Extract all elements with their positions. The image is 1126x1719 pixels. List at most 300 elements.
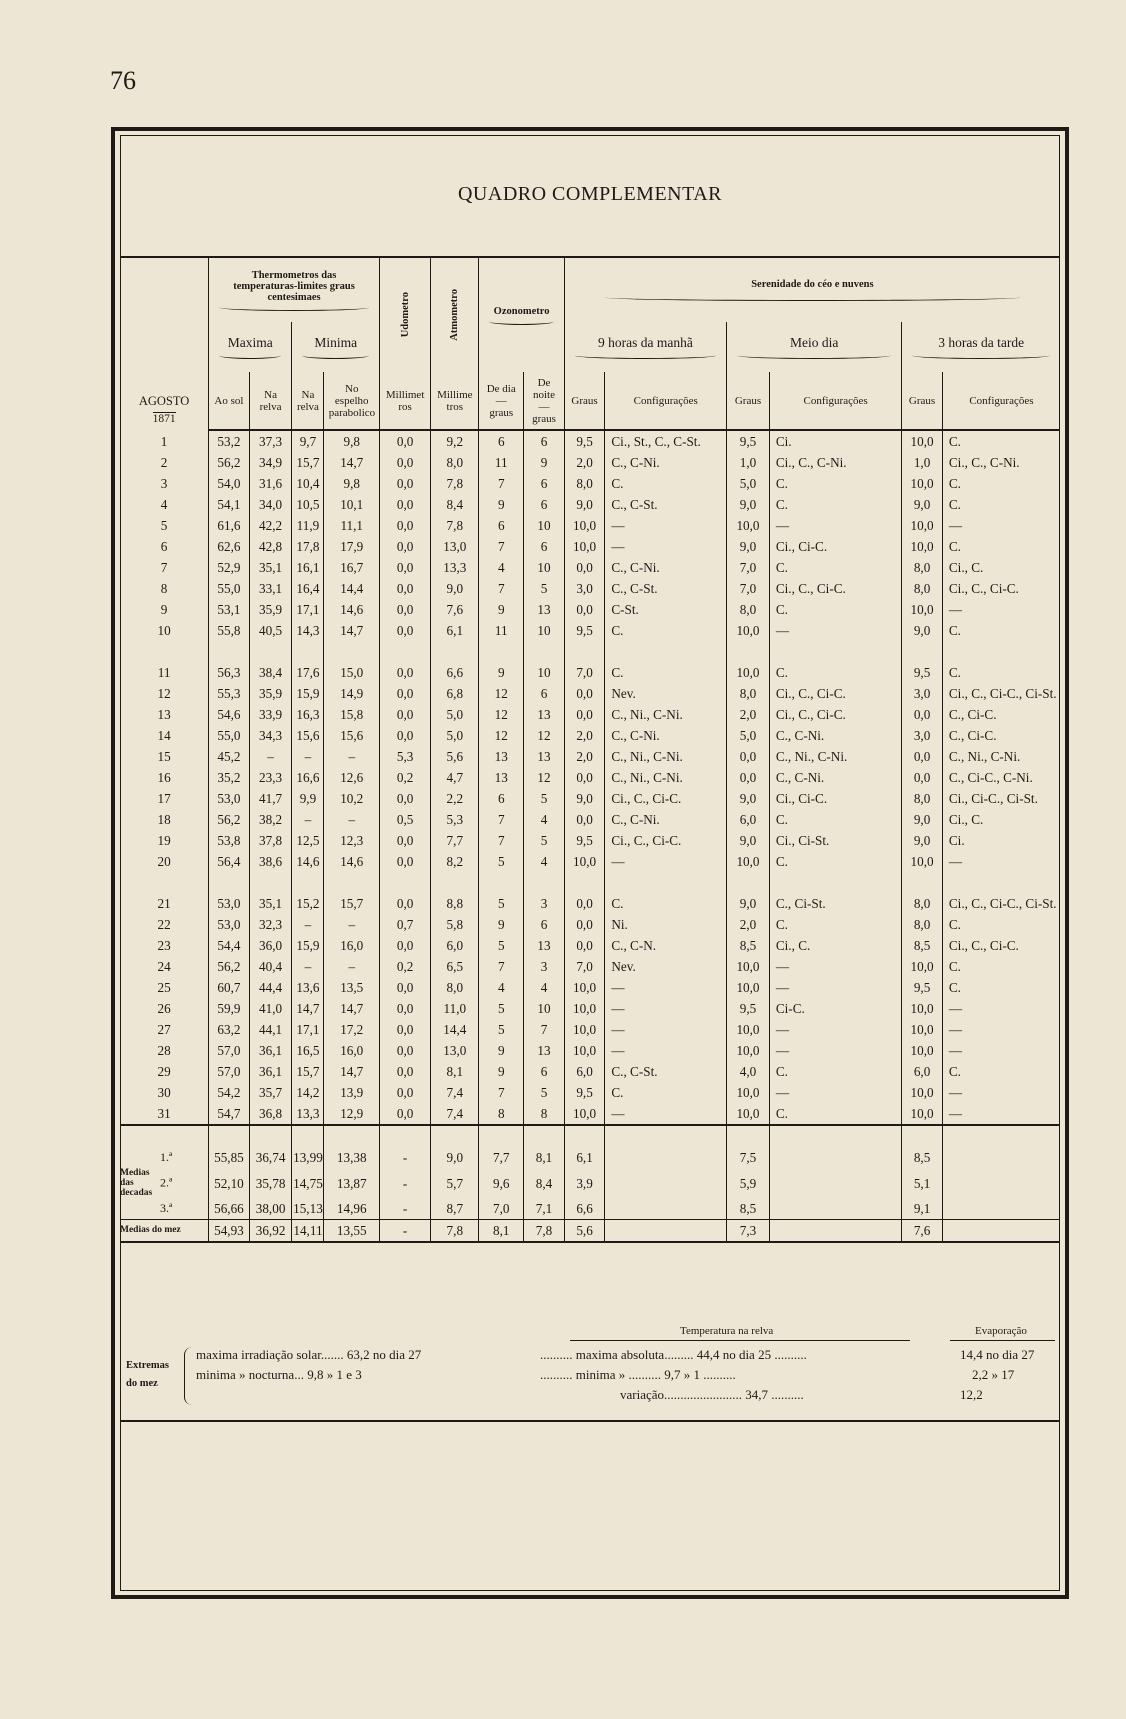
gap-cell <box>249 641 292 662</box>
data-cell: 8,0 <box>902 578 943 599</box>
data-cell: 5 <box>479 935 524 956</box>
data-cell: 9,0 <box>564 788 605 809</box>
data-cell: 12 <box>524 725 565 746</box>
data-cell: 59,9 <box>209 998 250 1019</box>
day-cell: 20 <box>157 854 171 869</box>
data-cell: 9,5 <box>564 1082 605 1103</box>
data-cell: 4 <box>524 977 565 998</box>
table-row <box>120 830 1060 851</box>
atmometro-unit: Millimetros <box>431 372 479 430</box>
data-cell: 12,9 <box>324 1103 380 1125</box>
data-cell: 7 <box>479 536 524 557</box>
day-cell: 7 <box>160 560 168 575</box>
day-cell: 24 <box>157 959 171 974</box>
data-cell: 0,0 <box>380 704 431 725</box>
data-cell: C. <box>605 620 727 641</box>
data-cell: C. <box>942 430 1060 452</box>
decada-label <box>120 1147 209 1168</box>
separator-cell <box>564 1125 605 1147</box>
data-cell: 55,0 <box>209 578 250 599</box>
data-cell: 35,1 <box>249 557 292 578</box>
data-cell: 40,4 <box>249 956 292 977</box>
data-cell: C. <box>605 893 727 914</box>
meio-dia-brace <box>737 352 891 359</box>
graus-manha-header: Graus <box>564 372 605 430</box>
day-cell: 1 <box>160 433 168 449</box>
day-cell: 21 <box>157 896 171 911</box>
data-cell: — <box>942 1019 1060 1040</box>
separator-cell <box>324 1125 380 1147</box>
media-cell: - <box>380 1147 431 1168</box>
data-cell: 6 <box>479 515 524 536</box>
data-cell: C., C-Ni. <box>769 725 901 746</box>
table-row <box>120 746 1060 767</box>
data-cell: 0,2 <box>380 767 431 788</box>
observations-body <box>120 430 1060 1242</box>
media-cell: 35,78 <box>249 1168 292 1198</box>
medias-decada-row <box>120 1168 1060 1198</box>
data-cell: 0,0 <box>564 704 605 725</box>
data-cell: 35,1 <box>249 893 292 914</box>
data-cell: C., Ci-C., C-Ni. <box>942 767 1060 788</box>
data-cell: 0,0 <box>380 830 431 851</box>
data-cell: Ci. <box>769 430 901 452</box>
media-mez-cell: 7,3 <box>727 1220 770 1243</box>
data-cell: 55,0 <box>209 725 250 746</box>
ozonometro-brace <box>489 318 553 325</box>
table-row <box>120 452 1060 473</box>
media-cell: 9,6 <box>479 1168 524 1198</box>
media-cell: 7,5 <box>727 1147 770 1168</box>
data-cell: 10,0 <box>564 536 605 557</box>
gap-cell <box>769 872 901 893</box>
day-cell: 13 <box>157 707 171 722</box>
data-cell: C. <box>942 977 1060 998</box>
data-cell: 4 <box>524 851 565 872</box>
bottom-rule <box>120 1420 1060 1422</box>
data-cell: 9 <box>524 452 565 473</box>
data-cell: C. <box>942 494 1060 515</box>
media-cell: 55,85 <box>209 1147 250 1168</box>
data-cell: 57,0 <box>209 1040 250 1061</box>
data-cell: 33,1 <box>249 578 292 599</box>
gap-cell <box>431 872 479 893</box>
gap-cell <box>605 872 727 893</box>
data-cell: 14,7 <box>292 998 324 1019</box>
table-row <box>120 515 1060 536</box>
media-mez-cell <box>605 1220 727 1243</box>
data-cell: 14,6 <box>292 851 324 872</box>
month-label: AGOSTO <box>138 394 190 408</box>
data-cell: C. <box>769 662 901 683</box>
data-cell: — <box>769 1082 901 1103</box>
data-cell: 10,0 <box>727 620 770 641</box>
day-cell: 2 <box>160 455 168 470</box>
data-cell: 8,5 <box>902 935 943 956</box>
data-cell: 23,3 <box>249 767 292 788</box>
data-cell: 14,7 <box>324 452 380 473</box>
data-cell: 9,0 <box>727 893 770 914</box>
data-cell: C. <box>769 494 901 515</box>
data-cell: 38,6 <box>249 851 292 872</box>
de-dia-header: De dia — graus <box>479 372 524 430</box>
data-cell: C., C-Ni. <box>605 452 727 473</box>
data-cell: 14,4 <box>431 1019 479 1040</box>
data-cell: 0,5 <box>380 809 431 830</box>
data-cell: 61,6 <box>209 515 250 536</box>
day-cell: 29 <box>157 1064 171 1079</box>
table-row <box>120 956 1060 977</box>
data-cell: 10,0 <box>902 1019 943 1040</box>
data-cell: 5 <box>479 851 524 872</box>
data-cell: 34,3 <box>249 725 292 746</box>
data-cell: 53,2 <box>209 430 250 452</box>
udometro-header <box>380 257 431 372</box>
data-cell: C. <box>769 1061 901 1082</box>
serenidade-brace <box>605 294 1020 301</box>
table-row <box>120 536 1060 557</box>
data-cell: 5,6 <box>431 746 479 767</box>
data-cell: 13,6 <box>292 977 324 998</box>
data-cell: 10,0 <box>564 851 605 872</box>
data-cell: 8,0 <box>727 683 770 704</box>
data-cell: 0,0 <box>380 1103 431 1125</box>
day-cell: 10 <box>157 623 171 638</box>
data-cell: 6,0 <box>727 809 770 830</box>
data-cell: Ci., C., Ci-C. <box>942 578 1060 599</box>
data-cell: 2,2 <box>431 788 479 809</box>
data-cell: C., C-St. <box>605 578 727 599</box>
data-cell: 53,8 <box>209 830 250 851</box>
extreme-line-2: minima » nocturna... 9,8 » 1 e 3 <box>196 1367 362 1382</box>
data-cell: — <box>942 851 1060 872</box>
data-cell: 12 <box>479 704 524 725</box>
separator-cell <box>249 1125 292 1147</box>
day-cell: 28 <box>157 1043 171 1058</box>
data-cell: 56,4 <box>209 851 250 872</box>
ao-sol-header: Ao sol <box>209 372 250 430</box>
data-cell: 38,2 <box>249 809 292 830</box>
manha-label: 9 horas da manhã <box>598 335 693 350</box>
data-cell: 42,2 <box>249 515 292 536</box>
data-cell: 0,0 <box>727 767 770 788</box>
data-cell: C., C-Ni. <box>605 725 727 746</box>
tarde-label: 3 horas da tarde <box>938 335 1025 350</box>
config-manha-header: Configurações <box>605 372 727 430</box>
data-cell: 13 <box>479 746 524 767</box>
data-cell: 11 <box>479 452 524 473</box>
data-cell: 7,4 <box>431 1103 479 1125</box>
serenidade-label: Serenidade do céo e nuvens <box>751 279 874 290</box>
data-cell: 13,3 <box>431 557 479 578</box>
data-cell: Nev. <box>605 683 727 704</box>
data-cell: 2,0 <box>564 725 605 746</box>
data-cell: 0,0 <box>380 1019 431 1040</box>
decada-label <box>120 1198 209 1220</box>
data-cell: 9,0 <box>727 788 770 809</box>
data-cell: C. <box>605 662 727 683</box>
data-cell: 54,6 <box>209 704 250 725</box>
table-row <box>120 494 1060 515</box>
data-cell: 3 <box>524 956 565 977</box>
data-cell: 8,0 <box>902 557 943 578</box>
data-cell: 10 <box>524 662 565 683</box>
data-cell: 14,7 <box>324 1061 380 1082</box>
data-cell: 10,0 <box>727 977 770 998</box>
media-cell: 15,13 <box>292 1198 324 1220</box>
data-cell: 10,0 <box>902 515 943 536</box>
data-cell: C. <box>769 851 901 872</box>
data-cell: 6,6 <box>431 662 479 683</box>
data-cell: 10,5 <box>292 494 324 515</box>
de-noite-header: De noite — graus <box>524 372 565 430</box>
data-cell: 10,0 <box>564 1019 605 1040</box>
evap-line-2: 2,2 » 17 <box>972 1367 1015 1382</box>
media-cell <box>605 1198 727 1220</box>
data-cell: 44,1 <box>249 1019 292 1040</box>
gap-cell <box>942 872 1060 893</box>
data-cell: 10,0 <box>564 1040 605 1061</box>
manha-brace <box>575 352 716 359</box>
data-cell: Ni. <box>605 914 727 935</box>
data-cell: 9,0 <box>727 536 770 557</box>
media-mez-cell: 36,92 <box>249 1220 292 1243</box>
separator-cell <box>769 1125 901 1147</box>
data-cell: 0,0 <box>380 725 431 746</box>
data-cell: 5 <box>524 578 565 599</box>
data-cell: 15,7 <box>292 452 324 473</box>
data-cell: 6,0 <box>431 935 479 956</box>
graus-meio-dia-header: Graus <box>727 372 770 430</box>
data-cell: 11,9 <box>292 515 324 536</box>
data-cell: — <box>769 956 901 977</box>
thermometers-label: Thermometros das temperaturas-limites graus centesimaes <box>233 269 355 303</box>
data-cell: 10,0 <box>902 536 943 557</box>
data-cell: 3,0 <box>564 578 605 599</box>
data-cell: 4 <box>479 977 524 998</box>
data-cell: 7 <box>479 956 524 977</box>
data-cell: C., C-Ni. <box>769 767 901 788</box>
data-cell: 17,1 <box>292 1019 324 1040</box>
data-cell: 8,0 <box>727 599 770 620</box>
data-cell: 12,6 <box>324 767 380 788</box>
data-cell: 9,5 <box>902 977 943 998</box>
data-cell: 15,6 <box>292 725 324 746</box>
data-cell: 7 <box>479 1082 524 1103</box>
data-cell: 5 <box>479 893 524 914</box>
data-cell: C. <box>942 914 1060 935</box>
data-cell: 17,2 <box>324 1019 380 1040</box>
data-cell: — <box>605 998 727 1019</box>
data-cell: 10,0 <box>727 1103 770 1125</box>
media-cell: 9,1 <box>902 1198 943 1220</box>
data-cell: 0,0 <box>902 746 943 767</box>
data-cell: 52,9 <box>209 557 250 578</box>
gap-cell <box>380 872 431 893</box>
data-cell: 42,8 <box>249 536 292 557</box>
media-mez-cell: - <box>380 1220 431 1243</box>
media-cell: 8,5 <box>727 1198 770 1220</box>
na-relva-min-header: Na relva <box>292 372 324 430</box>
data-cell: 53,1 <box>209 599 250 620</box>
data-cell: 0,0 <box>380 452 431 473</box>
data-cell: 9,5 <box>564 830 605 851</box>
data-cell: — <box>605 851 727 872</box>
media-mez-cell: 7,6 <box>902 1220 943 1243</box>
data-cell: C., Ni., C-Ni. <box>605 767 727 788</box>
data-cell: 17,8 <box>292 536 324 557</box>
data-cell: Ci., C., Ci-C., Ci-St. <box>942 893 1060 914</box>
medias-mez-row <box>120 1220 1060 1243</box>
data-cell: — <box>942 599 1060 620</box>
data-cell: 6,0 <box>902 1061 943 1082</box>
data-cell: 9 <box>479 914 524 935</box>
data-cell: 33,9 <box>249 704 292 725</box>
data-cell: 8,0 <box>431 452 479 473</box>
data-cell: 14,7 <box>324 620 380 641</box>
data-cell: C. <box>942 662 1060 683</box>
data-cell: Ci., Ci-C. <box>769 536 901 557</box>
media-mez-cell: 8,1 <box>479 1220 524 1243</box>
data-cell: 0,0 <box>564 809 605 830</box>
table-row <box>120 557 1060 578</box>
day-cell: 15 <box>157 749 171 764</box>
data-cell: C., C-St. <box>605 1061 727 1082</box>
data-cell: 0,0 <box>564 935 605 956</box>
day-cell: 17 <box>157 791 171 806</box>
data-cell: 31,6 <box>249 473 292 494</box>
data-cell: C., C-N. <box>605 935 727 956</box>
data-cell: 12 <box>479 683 524 704</box>
data-cell: 11,0 <box>431 998 479 1019</box>
media-cell: 7,1 <box>524 1198 565 1220</box>
tarde-header <box>902 322 1060 372</box>
gap-cell <box>902 641 943 662</box>
data-cell: 0,0 <box>380 998 431 1019</box>
data-cell: C. <box>769 557 901 578</box>
data-cell: 6,5 <box>431 956 479 977</box>
data-cell: 16,1 <box>292 557 324 578</box>
table-row <box>120 935 1060 956</box>
day-cell: 18 <box>157 812 171 827</box>
data-cell: 4,7 <box>431 767 479 788</box>
table-row <box>120 725 1060 746</box>
evap-line-1: 14,4 no dia 27 <box>960 1347 1035 1362</box>
data-cell: 0,0 <box>380 1082 431 1103</box>
gap-cell <box>605 641 727 662</box>
media-cell: 7,0 <box>479 1198 524 1220</box>
data-cell: C., C-St. <box>605 494 727 515</box>
data-cell: 4,0 <box>727 1061 770 1082</box>
separator-cell <box>727 1125 770 1147</box>
ozonometro-header <box>479 257 564 372</box>
data-cell: 14,7 <box>324 998 380 1019</box>
maxima-header <box>209 322 292 372</box>
data-cell: 0,0 <box>380 935 431 956</box>
data-cell: 4 <box>524 809 565 830</box>
data-cell: 2,0 <box>564 746 605 767</box>
data-cell: 8,0 <box>902 914 943 935</box>
minima-brace <box>302 352 369 359</box>
data-cell: C. <box>605 473 727 494</box>
data-cell: 13 <box>524 704 565 725</box>
media-mez-cell: 14,11 <box>292 1220 324 1243</box>
data-cell: — <box>942 1103 1060 1125</box>
media-mez-cell: 54,93 <box>209 1220 250 1243</box>
data-cell: 5,0 <box>431 725 479 746</box>
data-cell: 5 <box>479 1019 524 1040</box>
data-cell: 9,0 <box>727 830 770 851</box>
data-cell: 8 <box>524 1103 565 1125</box>
data-cell: 3,0 <box>902 725 943 746</box>
data-cell: 0,0 <box>564 599 605 620</box>
decada-number: 1.ª <box>160 1150 173 1165</box>
data-cell: 6 <box>479 430 524 452</box>
data-cell: 0,0 <box>564 893 605 914</box>
data-cell: 10,0 <box>564 1103 605 1125</box>
relva-line-1: .......... maxima absoluta......... 44,4 no dia 25 .......... <box>540 1347 807 1362</box>
data-cell: 8,0 <box>564 473 605 494</box>
data-cell: 54,7 <box>209 1103 250 1125</box>
data-cell: Ci., C., C-Ni. <box>769 452 901 473</box>
data-cell: 0,0 <box>380 536 431 557</box>
data-cell: 10,0 <box>727 1082 770 1103</box>
data-cell: 0,0 <box>380 578 431 599</box>
media-cell: 5,7 <box>431 1168 479 1198</box>
media-cell <box>942 1168 1060 1198</box>
data-cell: — <box>942 1040 1060 1061</box>
separator-cell <box>479 1125 524 1147</box>
gap-cell <box>292 872 324 893</box>
media-cell: 8,4 <box>524 1168 565 1198</box>
observations-table <box>120 256 1060 1243</box>
data-cell: 54,1 <box>209 494 250 515</box>
data-cell: 7,4 <box>431 1082 479 1103</box>
data-cell: 0,0 <box>380 1040 431 1061</box>
separator-cell <box>120 1125 209 1147</box>
data-cell: 5 <box>479 998 524 1019</box>
data-cell: 0,0 <box>380 1061 431 1082</box>
data-cell: 10 <box>524 998 565 1019</box>
data-cell: 13 <box>524 599 565 620</box>
decada-number: 2.ª <box>160 1175 173 1190</box>
media-cell: 52,10 <box>209 1168 250 1198</box>
data-cell: – <box>324 914 380 935</box>
media-cell: 3,9 <box>564 1168 605 1198</box>
data-cell: — <box>769 1040 901 1061</box>
data-cell: 35,2 <box>209 767 250 788</box>
data-cell: Ci., C. <box>769 935 901 956</box>
data-cell: 9,5 <box>727 430 770 452</box>
data-cell: 0,0 <box>902 767 943 788</box>
data-cell: 13,0 <box>431 536 479 557</box>
data-cell: 35,9 <box>249 599 292 620</box>
data-cell: 0,0 <box>564 683 605 704</box>
data-cell: 5,0 <box>727 725 770 746</box>
data-cell: 15,7 <box>292 1061 324 1082</box>
data-cell: 36,8 <box>249 1103 292 1125</box>
media-cell <box>942 1147 1060 1168</box>
data-cell: 10,0 <box>902 1103 943 1125</box>
data-cell: 0,0 <box>380 494 431 515</box>
table-row <box>120 1082 1060 1103</box>
data-cell: C. <box>942 956 1060 977</box>
data-cell: C. <box>769 1103 901 1125</box>
data-cell: C. <box>942 620 1060 641</box>
data-cell: 16,4 <box>292 578 324 599</box>
media-cell <box>942 1198 1060 1220</box>
media-cell <box>605 1168 727 1198</box>
